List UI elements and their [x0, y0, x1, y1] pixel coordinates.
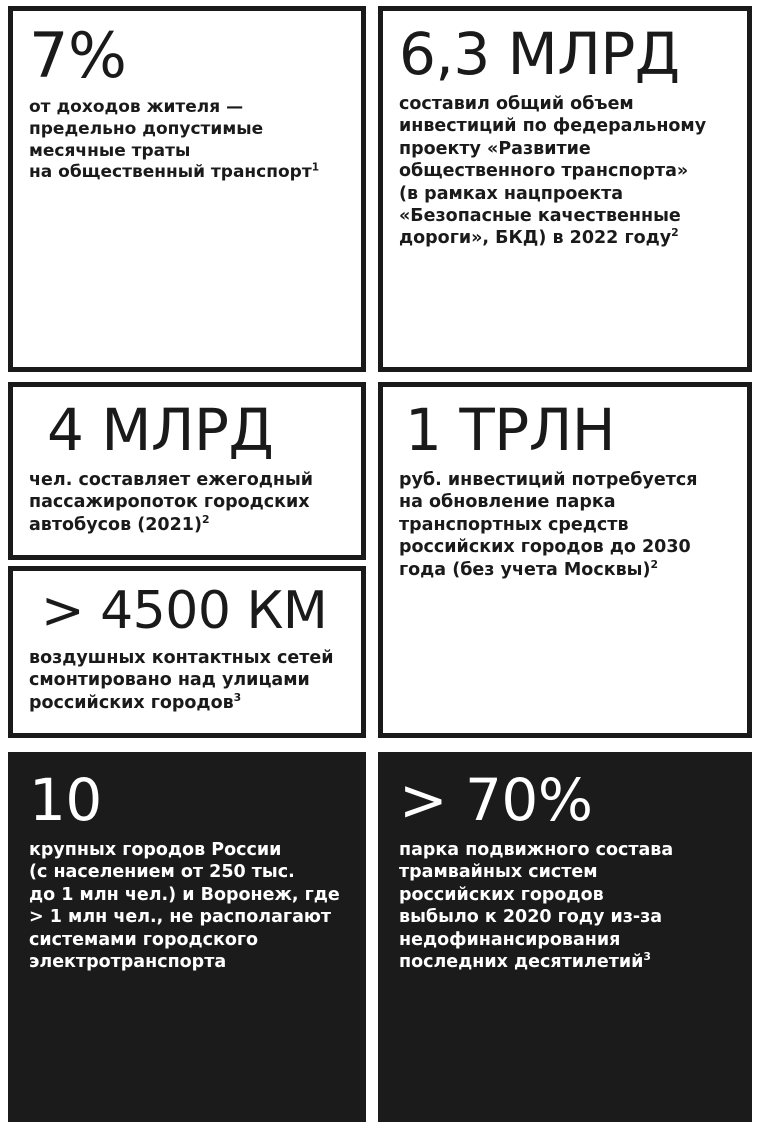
footnote-marker: 1 [311, 161, 320, 174]
stat-description-text: руб. инвестиций потребуется на обновление парка транспортных средств российских городов до 2030 года (без учета Москвы) [399, 470, 698, 580]
stat-card-renewal [378, 382, 752, 738]
stat-figure: 4 МЛРД [47, 396, 274, 464]
stat-figure: 6,3 МЛРД [399, 20, 680, 88]
stat-card-cities [8, 752, 366, 1122]
footnote-marker: 3 [233, 690, 242, 704]
stat-figure: > 4500 КМ [41, 581, 328, 641]
stat-description [399, 839, 731, 973]
stat-description [399, 469, 731, 581]
stat-figure: 1 ТРЛН [405, 396, 615, 464]
footnote-marker: 2 [650, 557, 659, 571]
stat-figure: 7% [29, 19, 127, 92]
stat-card-contact-network [8, 566, 366, 738]
footnote-marker: 3 [643, 950, 651, 964]
stat-description [29, 97, 345, 184]
stat-card-investment [378, 6, 752, 372]
stat-figure: > 70% [399, 766, 593, 834]
stat-description-text: от доходов жителя — предельно допустимые месячные траты на общественный транспорт [29, 97, 312, 183]
stat-description-text: чел. составляет ежегодный пассажиропоток городских автобусов (2021) [29, 470, 314, 535]
stat-description-text: крупных городов России (с населением от 250 тыс. до 1 млн чел.) и Воронеж, где > 1 млн чел., не располагают системами городского электротранспорта [29, 840, 340, 972]
stat-card-tram-fleet [378, 752, 752, 1122]
stat-figure: 10 [29, 766, 102, 834]
stat-description-text: парка подвижного состава трамвайных систем российских городов выбыло к 2020 году из-за недофинансирования последних десятилетий [399, 840, 674, 972]
stat-card-transport-share [8, 6, 366, 372]
stat-description [29, 647, 345, 714]
stat-description-text: воздушных контактных сетей смонтировано над улицами российских городов [29, 648, 334, 713]
footnote-marker: 2 [201, 512, 210, 526]
stat-description [29, 469, 345, 536]
footnote-marker: 2 [671, 226, 679, 240]
stat-description [399, 93, 731, 250]
stat-description-text: составил общий объем инвестиций по федеральному проекту «Развитие общественного транспорта» (в рамках нацпроекта «Безопасные качественные дороги», БКД) в 2022 году [399, 94, 707, 249]
stat-card-passengers [8, 382, 366, 560]
stat-description [29, 839, 345, 973]
